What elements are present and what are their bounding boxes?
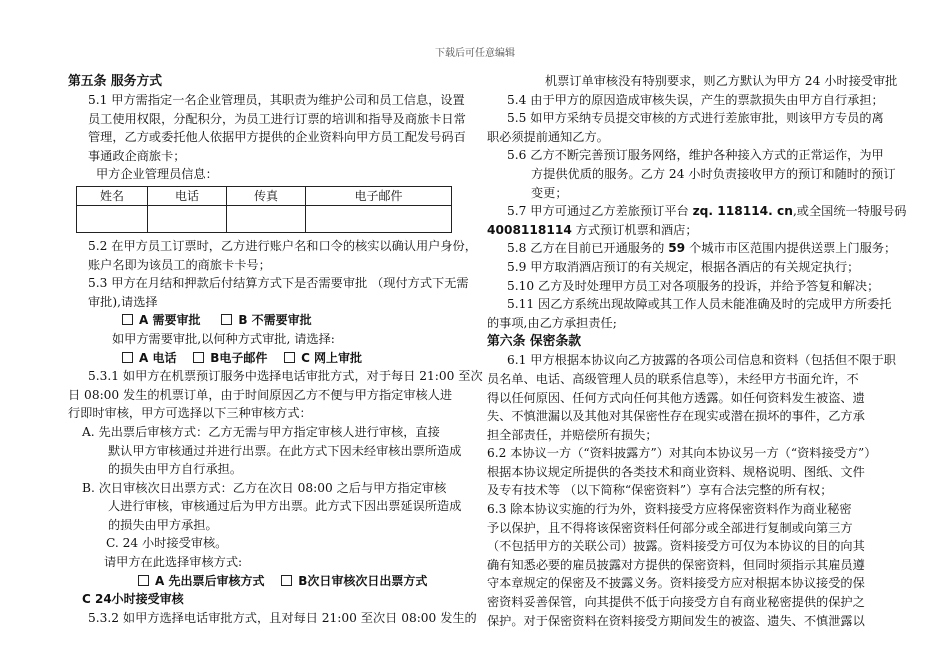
option-audit-b: B次日审核次日出票方式 <box>298 573 428 588</box>
method-choice-row <box>68 349 460 368</box>
option-b-line: 的损失由甲方承担。 <box>108 517 218 532</box>
option-audit-a: A 先出票后审核方式 <box>155 573 265 588</box>
table-cell-phone[interactable] <box>148 205 227 232</box>
checkbox-audit-b[interactable] <box>281 575 292 586</box>
clause-5-7-line <box>487 202 907 221</box>
clause-5-8-pre: 5.8 乙方在目前已开通服务的 <box>507 241 669 256</box>
option-need-approval: A 需要审批 <box>139 313 201 328</box>
option-phone: A 电话 <box>139 350 177 365</box>
choose-prompt: 请甲方在此选择审核方式: <box>104 555 243 570</box>
option-no-approval: B 不需要审批 <box>238 313 312 328</box>
clause-6-1-line: 失、不慎泄漏以及其他对其保密性存在现实或潜在损坏的事件，乙方承 <box>487 409 865 424</box>
checkbox-online[interactable] <box>284 352 295 363</box>
checkbox-email[interactable] <box>193 352 204 363</box>
clause-5-6-line: 变更； <box>531 185 568 200</box>
clause-6-3-line: 密资料妥善保管，向其提供不低于向接受方自有商业秘密提供的保护之 <box>487 595 865 610</box>
table-header-fax: 传真 <box>227 186 306 205</box>
clause-5-10: 5.10 乙方及时处理甲方员工对各项服务的投诉，并给予答复和解决； <box>507 278 880 293</box>
table-header-email: 电子邮件 <box>306 186 452 205</box>
clause-6-3-line: 确有知悉必要的雇员披露对方提供的保密资料，但同时须指示其雇员遵 <box>487 557 865 572</box>
clause-5-1-line: 员工使用权限，分配积分，为员工进行订票的培训和指导及商旅卡日常 <box>88 111 466 126</box>
clause-5-7-pre: 5.7 甲方可通过乙方差旅预订平台 <box>507 204 693 219</box>
audit-choice-c[interactable]: C 24小时接受审核 <box>82 592 184 607</box>
clause-5-3-line: 审批),请选择 <box>88 294 158 309</box>
city-count: 59 <box>668 241 686 256</box>
admin-info-table <box>76 186 452 233</box>
table-header-phone: 电话 <box>148 186 227 205</box>
table-header-name: 姓名 <box>77 186 148 205</box>
option-b-line: B. 次日审核次日出票方式：乙方在次日 08:00 之后与甲方指定审核 <box>82 480 447 495</box>
booking-site-link[interactable]: zq. 118114. cn <box>692 204 793 219</box>
table-cell-email[interactable] <box>306 205 452 232</box>
option-c-line: C. 24 小时接受审核。 <box>106 536 228 551</box>
clause-5-3-2-line: 5.3.2 如甲方选择电话审批方式，且对每日 21:00 至次日 08:00 发生的 <box>88 610 477 625</box>
checkbox-phone[interactable] <box>122 352 133 363</box>
clause-5-2-line: 账户名即为该员工的商旅卡卡号； <box>88 257 271 272</box>
clause-6-2-line: 及专有技术等 （以下简称“保密资料”）享有合法完整的所有权； <box>487 483 833 498</box>
clause-5-3-1-line: 5.3.1 如甲方在机票预订服务中选择电话审批方式，对于每日 21:00 至次 <box>88 369 483 384</box>
section-6-title: 第六条 保密条款 <box>487 334 582 350</box>
table-cell-fax[interactable] <box>227 205 306 232</box>
clause-5-6-line: 5.6 乙方不断完善预订服务网络，维护各种接入方式的正常运作，为甲 <box>507 148 884 163</box>
clause-5-2-line: 5.2 在甲方员工订票时，乙方进行账户名和口令的核实以确认用户身份， <box>88 238 477 253</box>
clause-5-1-line: 管理，乙方或委托他人依据甲方提供的企业资料向甲方员工配发号码百 <box>88 130 466 145</box>
clause-5-3-2-cont: 机票订单审核没有特别要求，则乙方默认为甲方 24 小时接受审批 <box>545 74 898 88</box>
clause-5-3-line: 5.3 甲方在月结和押款后付结算方式下是否需要审批 （现付方式下无需 <box>88 276 469 291</box>
option-a-line: A. 先出票后审核方式：乙方无需与甲方指定审核人进行审核，直接 <box>82 424 440 439</box>
option-online: C 网上审批 <box>301 350 363 365</box>
checkbox-need-approval[interactable] <box>122 314 133 325</box>
clause-5-8-post: 个城市市区范围内提供送票上门服务； <box>685 241 897 256</box>
clause-6-3-line: （不包括甲方的关联公司）披露。资料接受方可仅为本协议的目的向其 <box>487 539 865 554</box>
table-cell-name[interactable] <box>77 205 148 232</box>
clause-5-1-line: 事通政企商旅卡； <box>88 148 186 163</box>
clause-6-1-line: 6.1 甲方根据本协议向乙方披露的各项公司信息和资料（包括但不限于职 <box>507 353 896 368</box>
clause-5-3-1-line: 行即时审核，甲方可选择以下三种审核方式： <box>68 406 312 421</box>
clause-5-6-line: 方提供优质的服务。乙方 24 小时负责接收甲方的预订和随时的预订 <box>531 166 896 181</box>
clause-5-9: 5.9 甲方取消酒店预订的有关规定，根据各酒店的有关规定执行； <box>507 259 860 274</box>
clause-6-1-line: 担全部责任，并赔偿所有损失； <box>487 427 658 442</box>
clause-5-3-1-line: 日 08:00 发生的机票订单，由于时间原因乙方不便与甲方指定审核人进 <box>68 387 453 402</box>
clause-6-2-line: 根据本协议规定所提供的各类技术和商业资料、规格说明、图纸、文件 <box>487 464 865 479</box>
option-email: B电子邮件 <box>210 350 268 365</box>
clause-5-4: 5.4 由于甲方的原因造成审核失误，产生的票款损失由甲方自行承担； <box>507 92 884 107</box>
admin-info-label: 甲方企业管理员信息： <box>96 167 218 182</box>
clause-6-3-line: 6.3 除本协议实施的行为外，资料接受方应将保密资料作为商业秘密 <box>487 502 852 517</box>
clause-5-1-line: 5.1 甲方需指定一名企业管理员，其职责为维护公司和员工信息，设置 <box>88 93 465 107</box>
option-b-line: 人进行审核，审核通过后为甲方出票。此方式下因出票延误所造成 <box>108 499 462 514</box>
section-5-title: 第五条 服务方式 <box>68 74 163 89</box>
clause-6-2-line: 6.2 本协议一方（“资料披露方”）对其向本协议另一方（“资料接受方”） <box>487 446 877 461</box>
clause-5-7-mid: ,或全国统一特服号码 <box>792 204 907 219</box>
clause-5-5-line: 5.5 如甲方采纳专员提交审核的方式进行差旅审批，则该甲方专员的离 <box>507 111 884 126</box>
clause-6-3-line: 保护。对于保密资料在资料接受方期间发生的被盗、遗失、不慎泄露以 <box>487 613 865 628</box>
clause-5-5-line: 职必须提前通知乙方。 <box>487 129 609 144</box>
page-header: 下载后可任意编辑 <box>435 48 515 59</box>
option-a-line: 的损失由甲方自行承担。 <box>108 462 243 477</box>
right-column <box>487 72 907 630</box>
option-a-line: 默认甲方审核通过并进行出票。在此方式下因未经审核出票所造成 <box>108 443 462 458</box>
checkbox-audit-a[interactable] <box>138 575 149 586</box>
clause-6-3-line: 守本章规定的保密及不披露义务。资料接受方应对根据本协议接受的保 <box>487 576 865 591</box>
approval-choice-row <box>68 311 460 330</box>
clause-5-7-post: 方式预订机票和酒店； <box>571 222 698 237</box>
clause-5-11-line: 5.11 因乙方系统出现故障或其工作人员未能准确及时的完成甲方所委托 <box>507 297 892 312</box>
clause-6-3-line: 予以保护，且不得将该保密资料任何部分或全部进行复制或向第三方 <box>487 520 853 535</box>
service-phone-number: 4008118114 <box>487 222 572 237</box>
clause-6-1-line: 员名单、电话、高级管理人员的联系信息等），未经甲方书面允许，不 <box>487 371 859 386</box>
clause-6-1-line: 得以任何原因、任何方式向任何其他方透露。如任何资料发生被盗、遗 <box>487 390 865 405</box>
clause-5-11-line: 的事项,由乙方承担责任; <box>487 315 617 330</box>
left-column <box>68 72 483 627</box>
clause-5-7-line <box>487 221 893 240</box>
approve-method-prompt: 如甲方需要审批,以何种方式审批, 请选择: <box>112 331 335 346</box>
clause-5-8 <box>487 239 897 258</box>
checkbox-no-approval[interactable] <box>221 314 232 325</box>
audit-choice-row <box>68 572 460 591</box>
